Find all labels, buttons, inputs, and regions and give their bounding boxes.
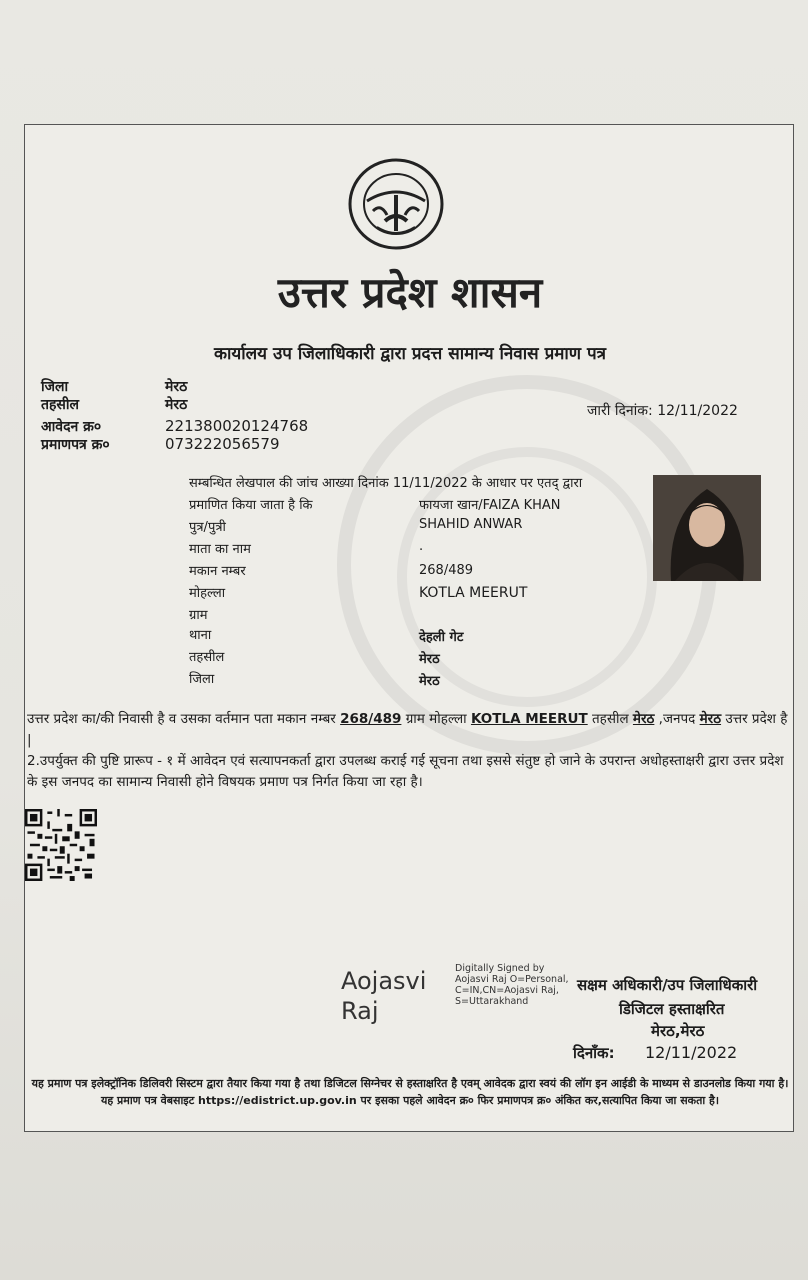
police-station-value: देहली गेट — [419, 630, 464, 645]
police-station-label: थाना — [189, 628, 212, 643]
residence-text-3: तहसील — [587, 711, 633, 727]
residence-text-4: ,जनपद — [654, 711, 700, 727]
parent-value: SHAHID ANWAR — [419, 517, 523, 532]
certificate-no-label: प्रमाणपत्र क्र० — [41, 437, 110, 453]
residence-paragraph — [27, 709, 789, 751]
signature-name-first: Aojasvi — [341, 967, 427, 995]
officer-signed: डिजिटल हस्ताक्षरित — [619, 1000, 725, 1018]
residence-mohalla: KOTLA MEERUT — [470, 711, 588, 727]
parent-label: पुत्र/पुत्री — [189, 520, 226, 535]
mother-value: . — [419, 539, 424, 554]
tehsil-label: तहसील — [41, 397, 79, 413]
application-no-label: आवेदन क्र० — [41, 419, 102, 435]
residence-text-5: उत्तर प्रदेश है | — [27, 711, 788, 748]
confirmation-paragraph: 2.उपर्युक्त की पुष्टि प्रारूप - १ में आवेदन एवं सत्यापनकर्ता द्वारा उपलब्ध कराई गई सूचना तथा इससे संतुष्ट हो जाने के उपरान्त अधोहस्ताक्षरी द्वारा उत्तर प्रदेश के इस जनपद का सामान्य निवासी होने विषयक प्रमाण पत्र निर्गत किया जा रहा है। — [27, 753, 784, 790]
residence-district: मेरठ — [699, 711, 722, 727]
mohalla-label: मोहल्ला — [189, 586, 226, 601]
officer-title: सक्षम अधिकारी/उप जिलाधिकारी — [577, 976, 758, 994]
state-seal-icon — [347, 157, 445, 251]
tehsil-value: मेरठ — [165, 397, 188, 413]
house-no-value: 268/489 — [419, 563, 474, 578]
applicant-photo — [653, 475, 761, 581]
signature-meta-line: S=Uttarakhand — [455, 996, 529, 1007]
government-title: उत्तर प्रदेश शासन — [277, 268, 543, 317]
signature-meta-line: Digitally Signed by — [455, 963, 545, 974]
certification-statement: प्रमाणित किया जाता है कि — [189, 498, 313, 513]
certificate-document — [24, 124, 794, 1132]
residence-house-no: 268/489 — [340, 711, 402, 727]
mohalla-value: KOTLA MEERUT — [419, 585, 528, 601]
footer-note: यह प्रमाण पत्र इलेक्ट्रॉनिक डिलिवरी सिस्टम द्वारा तैयार किया गया है तथा डिजिटल सिग्नेचर से हस्ताक्षरित है एवम् आवेदक द्वारा स्वयं की लॉग इन आईडी के माध्यम से डाउनलोड किया गया है। यह प्रमाण पत्र वेबसाइट https://edistrict.up.gov.in पर इसका पहले आवेदन क्र० फिर प्रमाणपत्र क्र० अंकित कर,सत्यापित किया जा सकता है। — [31, 1077, 789, 1107]
person-photo-icon — [653, 475, 761, 581]
house-no-label: मकान नम्बर — [189, 564, 246, 579]
district-value: मेरठ — [165, 379, 188, 395]
applicant-name: फायजा खान/FAIZA KHAN — [419, 498, 561, 513]
certificate-no-value: 073222056579 — [165, 435, 280, 453]
application-no-value: 221380020124768 — [165, 417, 309, 435]
signature-meta-line: Aojasvi Raj O=Personal, — [455, 974, 569, 985]
details-district-label: जिला — [189, 672, 215, 687]
mother-label: माता का नाम — [189, 542, 251, 557]
details-district-value: मेरठ — [419, 674, 440, 689]
officer-place: मेरठ,मेरठ — [651, 1022, 705, 1040]
residence-tehsil: मेरठ — [632, 711, 655, 727]
digital-signature-details — [455, 963, 569, 1007]
residence-text-2: ग्राम मोहल्ला — [401, 711, 471, 727]
details-tehsil-label: तहसील — [189, 650, 225, 665]
residence-text-1: उत्तर प्रदेश का/की निवासी है व उसका वर्तमान पता मकान नम्बर — [27, 711, 341, 727]
qr-code-icon[interactable] — [25, 809, 97, 881]
details-tehsil-value: मेरठ — [419, 652, 440, 667]
officer-date-label: दिनाँक: — [573, 1044, 615, 1062]
village-label: ग्राम — [189, 608, 208, 623]
certificate-subtitle: कार्यालय उप जिलाधिकारी द्वारा प्रदत्त सामान्य निवास प्रमाण पत्र — [213, 344, 607, 364]
verification-statement: सम्बन्धित लेखपाल की जांच आख्या दिनांक 11/11/2022 के आधार पर एतद् द्वारा — [189, 476, 583, 491]
officer-date: 12/11/2022 — [645, 1043, 738, 1062]
signature-name-last: Raj — [341, 997, 379, 1025]
signature-meta-line: C=IN,CN=Aojasvi Raj, — [455, 985, 559, 996]
district-label: जिला — [41, 379, 69, 395]
issue-date: जारी दिनांक: 12/11/2022 — [587, 403, 738, 419]
